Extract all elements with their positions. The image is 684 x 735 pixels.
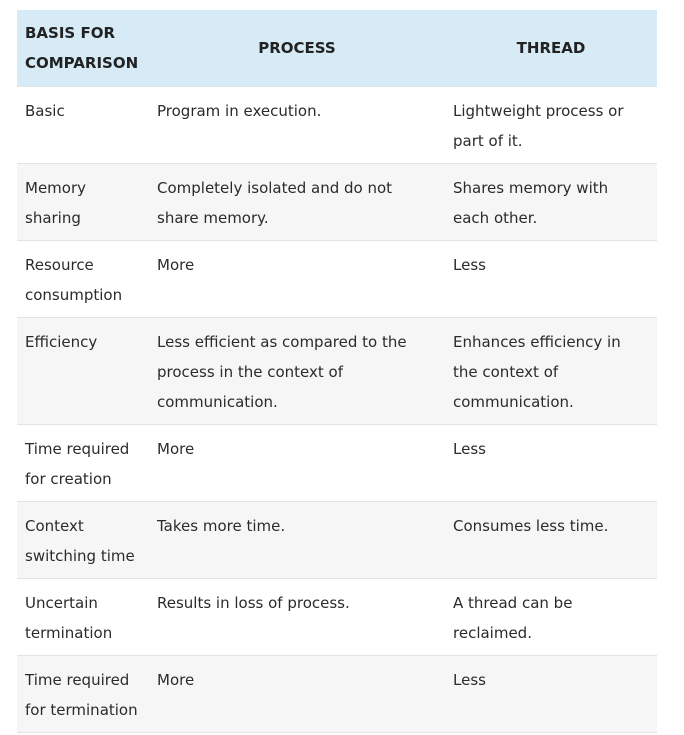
- table-row: [17, 87, 657, 164]
- thread-cell: Less: [445, 656, 657, 733]
- basis-cell: Efficiency: [17, 318, 149, 425]
- header-thread: THREAD: [445, 10, 657, 87]
- table-row: [17, 425, 657, 502]
- thread-cell: Less: [445, 425, 657, 502]
- process-cell: More: [149, 425, 445, 502]
- thread-cell: Lightweight process or part of it.: [445, 87, 657, 164]
- basis-cell: Uncertain termination: [17, 579, 149, 656]
- process-cell: More: [149, 241, 445, 318]
- process-cell: Program in execution.: [149, 87, 445, 164]
- basis-cell: Context switching time: [17, 502, 149, 579]
- process-cell: Results in loss of process.: [149, 579, 445, 656]
- basis-cell: Basic: [17, 87, 149, 164]
- thread-cell: Shares memory with each other.: [445, 164, 657, 241]
- table-row: [17, 318, 657, 425]
- basis-cell: Time required for creation: [17, 425, 149, 502]
- header-process: PROCESS: [149, 10, 445, 87]
- basis-cell: Resource consumption: [17, 241, 149, 318]
- table-row: [17, 579, 657, 656]
- table-row: [17, 164, 657, 241]
- thread-cell: Less: [445, 241, 657, 318]
- basis-cell: Time required for termination: [17, 656, 149, 733]
- thread-cell: Consumes less time.: [445, 502, 657, 579]
- basis-cell: Memory sharing: [17, 164, 149, 241]
- comparison-table: [17, 10, 657, 733]
- thread-cell: Enhances efficiency in the context of communication.: [445, 318, 657, 425]
- process-cell: Less efficient as compared to the process in the context of communication.: [149, 318, 445, 425]
- table-body: [17, 87, 657, 733]
- header-basis: BASIS FOR COMPARISON: [17, 10, 149, 87]
- thread-cell: A thread can be reclaimed.: [445, 579, 657, 656]
- table-row: [17, 241, 657, 318]
- process-cell: More: [149, 656, 445, 733]
- table-header: [17, 10, 657, 87]
- table-row: [17, 502, 657, 579]
- process-cell: Completely isolated and do not share memory.: [149, 164, 445, 241]
- process-cell: Takes more time.: [149, 502, 445, 579]
- table-row: [17, 656, 657, 733]
- header-row: [17, 10, 657, 87]
